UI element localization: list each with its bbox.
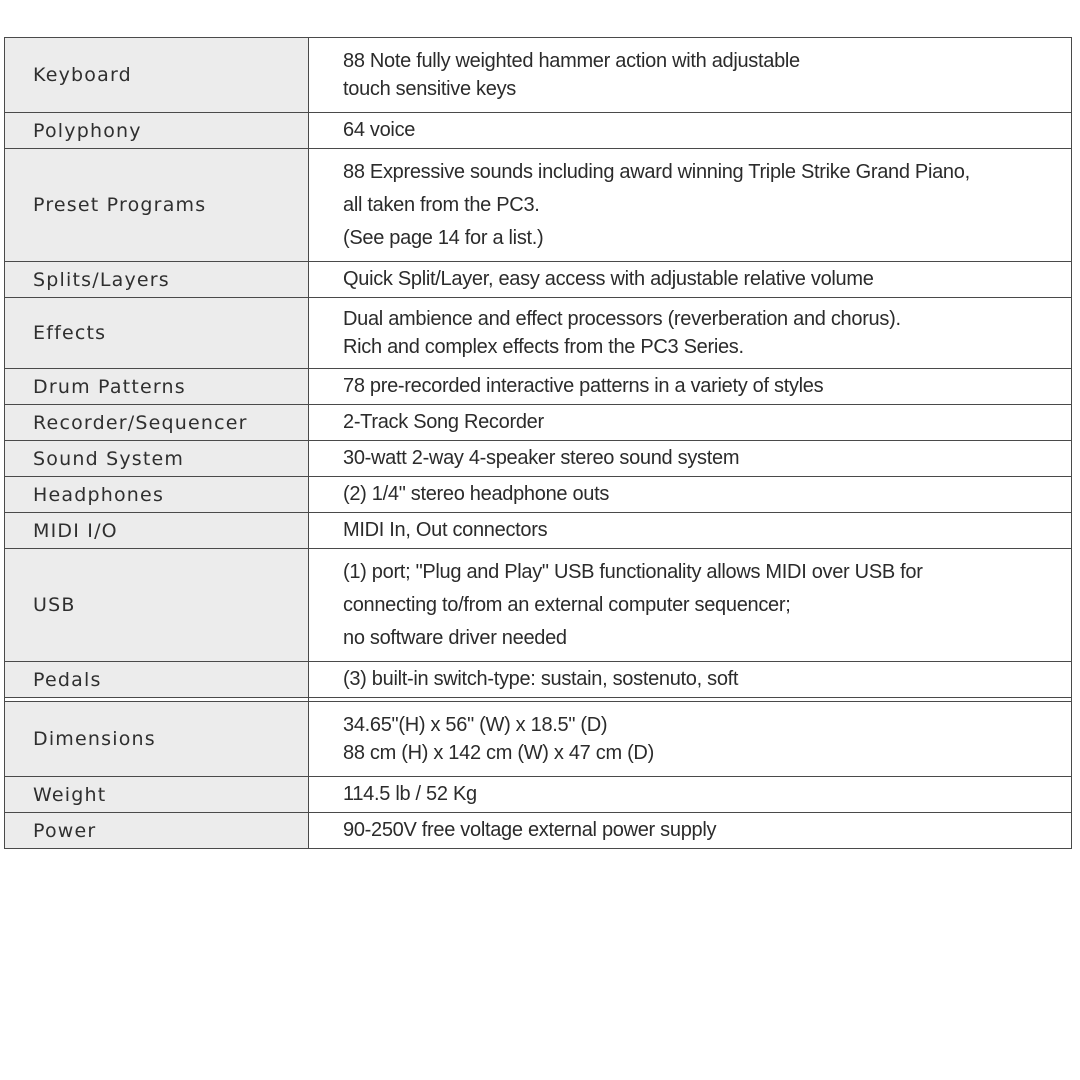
spec-value bbox=[309, 813, 1072, 849]
spec-value-line: 2-Track Song Recorder bbox=[343, 411, 544, 433]
spec-row-polyphony bbox=[5, 113, 1072, 149]
spec-label: Effects bbox=[5, 298, 309, 369]
spec-value bbox=[309, 662, 1072, 698]
spec-row-headphones bbox=[5, 477, 1072, 513]
spec-row-weight bbox=[5, 777, 1072, 813]
spec-label: Splits/Layers bbox=[5, 262, 309, 298]
spec-value-line: 88 Note fully weighted hammer action with adjustable bbox=[343, 50, 800, 72]
spec-label: USB bbox=[5, 549, 309, 662]
spec-value-line: 30-watt 2-way 4-speaker stereo sound system bbox=[343, 447, 740, 469]
spec-row-effects bbox=[5, 298, 1072, 369]
spec-label: Headphones bbox=[5, 477, 309, 513]
spec-value-line: Rich and complex effects from the PC3 Series. bbox=[343, 336, 744, 358]
spec-label: Pedals bbox=[5, 662, 309, 698]
spec-row-drum-patterns bbox=[5, 369, 1072, 405]
spec-value-line: (1) port; "Plug and Play" USB functionality allows MIDI over USB for bbox=[343, 560, 923, 583]
spec-value bbox=[309, 405, 1072, 441]
spec-value-line: 34.65"(H) x 56" (W) x 18.5" (D) bbox=[343, 714, 608, 736]
spec-label: Recorder/Sequencer bbox=[5, 405, 309, 441]
spec-value bbox=[309, 702, 1072, 777]
spec-label: Sound System bbox=[5, 441, 309, 477]
spec-row-pedals bbox=[5, 662, 1072, 698]
spec-value-line: (2) 1/4" stereo headphone outs bbox=[343, 483, 610, 505]
spec-value-line: Quick Split/Layer, easy access with adjustable relative volume bbox=[343, 268, 874, 290]
spec-value-line: Dual ambience and effect processors (reverberation and chorus). bbox=[343, 308, 901, 330]
spec-row-preset-programs bbox=[5, 149, 1072, 262]
spec-label: Keyboard bbox=[5, 38, 309, 113]
spec-value bbox=[309, 549, 1072, 662]
spec-value-line: 88 Expressive sounds including award winning Triple Strike Grand Piano, bbox=[343, 160, 970, 183]
spec-label: Drum Patterns bbox=[5, 369, 309, 405]
spec-value-line: connecting to/from an external computer sequencer; bbox=[343, 593, 791, 616]
spec-row-sound-system bbox=[5, 441, 1072, 477]
spec-label: MIDI I/O bbox=[5, 513, 309, 549]
spec-label: Power bbox=[5, 813, 309, 849]
spec-row-recorder-sequencer bbox=[5, 405, 1072, 441]
spec-label: Dimensions bbox=[5, 702, 309, 777]
spec-label: Polyphony bbox=[5, 113, 309, 149]
spec-row-usb bbox=[5, 549, 1072, 662]
spec-value bbox=[309, 38, 1072, 113]
spec-row-keyboard bbox=[5, 38, 1072, 113]
spec-value-line: 114.5 lb / 52 Kg bbox=[343, 783, 477, 805]
spec-value-line: (See page 14 for a list.) bbox=[343, 226, 544, 249]
spec-value-line: 64 voice bbox=[343, 119, 416, 141]
spec-value bbox=[309, 149, 1072, 262]
spec-value bbox=[309, 113, 1072, 149]
spec-row-dimensions bbox=[5, 702, 1072, 777]
spec-value-line: 78 pre-recorded interactive patterns in a variety of styles bbox=[343, 375, 824, 397]
spec-value bbox=[309, 441, 1072, 477]
spec-label: Weight bbox=[5, 777, 309, 813]
spec-value bbox=[309, 262, 1072, 298]
specifications-table bbox=[4, 37, 1072, 849]
spec-label: Preset Programs bbox=[5, 149, 309, 262]
spec-value-line: (3) built-in switch-type: sustain, sostenuto, soft bbox=[343, 668, 739, 690]
spec-value bbox=[309, 298, 1072, 369]
spec-value-line: 90-250V free voltage external power supply bbox=[343, 819, 717, 841]
spec-value-line: all taken from the PC3. bbox=[343, 193, 540, 216]
spec-value bbox=[309, 477, 1072, 513]
spec-row-midi-io bbox=[5, 513, 1072, 549]
spec-value-line: no software driver needed bbox=[343, 626, 567, 649]
spec-value-line: 88 cm (H) x 142 cm (W) x 47 cm (D) bbox=[343, 742, 654, 764]
spec-row-splits-layers bbox=[5, 262, 1072, 298]
spec-value-line: touch sensitive keys bbox=[343, 78, 516, 100]
spec-value bbox=[309, 513, 1072, 549]
spec-row-power bbox=[5, 813, 1072, 849]
spec-value-line: MIDI In, Out connectors bbox=[343, 519, 548, 541]
spec-value bbox=[309, 369, 1072, 405]
spec-value bbox=[309, 777, 1072, 813]
